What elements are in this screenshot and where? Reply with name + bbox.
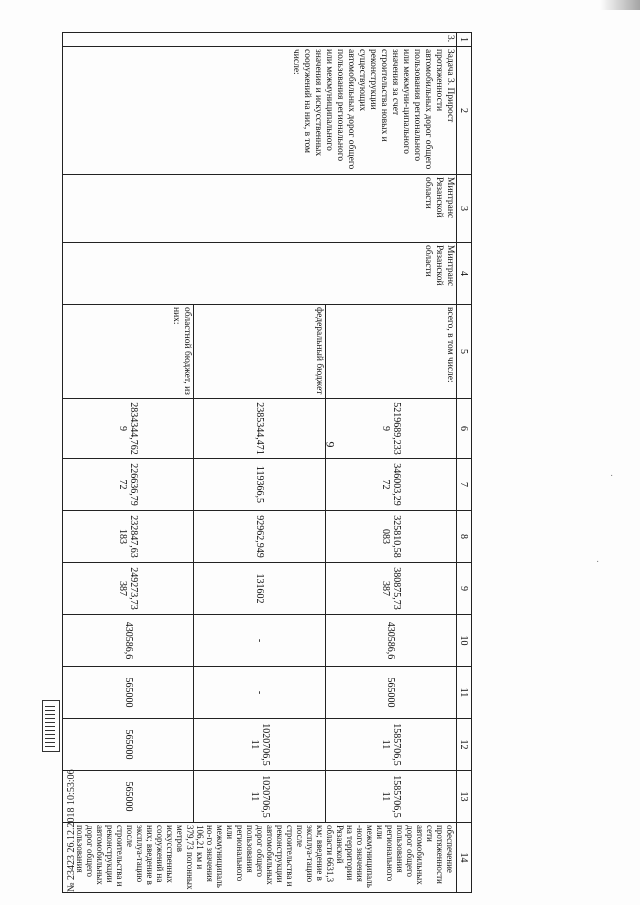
amount-cell: 325810,58083 — [325, 511, 456, 563]
amount-cell: 131602 — [194, 563, 325, 615]
rotated-table-wrapper — [62, 32, 472, 892]
registration-stamp — [28, 700, 80, 892]
amount-cell: 1585706,511 — [325, 719, 456, 771]
amount-cell: 2385344,471 — [194, 399, 325, 459]
amount-cell: 565000 — [63, 719, 194, 771]
row-number: 3. — [63, 33, 457, 47]
header-cell: 11 — [457, 667, 472, 719]
header-cell: 13 — [457, 771, 472, 823]
amount-cell: 92962,949 — [194, 511, 325, 563]
expected-result: обеспечение протяженности сети автомобильных дорог общего пользования регионального или межмуниципаль-ного значения на территории Рязанской области 6631,3 км; введение в эксплуа-тацию после строительства и реконструкции автомобильных дорог общего пользования регионального или межмуниципально-го значения 106,21 км и 379,73 погонных метров искусственных сооружений на них; введение в эксплуа-тацию после строительства и реконструкции автомобильных дорог общего пользования — [63, 823, 457, 893]
amount-cell: 565000 — [325, 667, 456, 719]
executor-cell: Минтранс Рязанской области — [63, 175, 457, 243]
amount-cell: 232847,63183 — [63, 511, 194, 563]
amount-cell: 5219689,2339 — [325, 399, 456, 459]
amount-cell: 1020706,511 — [194, 771, 325, 823]
header-cell: 5 — [457, 305, 472, 399]
amount-cell: 249273,73387 — [63, 563, 194, 615]
header-cell: 7 — [457, 459, 472, 511]
amount-cell: 430586,6 — [325, 615, 456, 667]
scan-speck: · — [596, 556, 600, 567]
header-cell: 6 — [457, 399, 472, 459]
amount-cell: - — [194, 615, 325, 667]
amount-cell: 565000 — [63, 771, 194, 823]
header-cell: 12 — [457, 719, 472, 771]
funding-source: областной бюджет, из них: — [63, 305, 194, 399]
amount-cell: 430586,6 — [63, 615, 194, 667]
header-cell: 2 — [457, 47, 472, 175]
amount-cell: 1585706,511 — [325, 771, 456, 823]
funding-source: федеральный бюджет — [194, 305, 325, 399]
customer-cell: Минтранс Рязанской области — [63, 243, 457, 305]
amount-cell: - — [194, 667, 325, 719]
amount-cell: 1020706,511 — [194, 719, 325, 771]
header-cell: 3 — [457, 175, 472, 243]
scan-speck: · — [610, 470, 614, 481]
task-description: Задача 3. Прирост протяженности автомобильных дорог общего пользования регионального или межмуни-ципального значения за счет строительства новых и реконструкции существующих автомобильных дорог общего пользования регионального или межмуниципального значения и искусственных сооружений на них, в том числе: — [63, 47, 457, 175]
header-cell: 14 — [457, 823, 472, 893]
stamp-barcode-lines — [45, 703, 55, 747]
amount-cell: 380875,73387 — [325, 563, 456, 615]
amount-cell: 565000 — [63, 667, 194, 719]
header-cell: 9 — [457, 563, 472, 615]
header-cell: 1 — [457, 33, 472, 47]
amount-cell: 226636,7972 — [63, 459, 194, 511]
header-cell: 8 — [457, 511, 472, 563]
funding-source: всего, в том числе: — [325, 305, 456, 399]
header-cell: 4 — [457, 243, 472, 305]
program-table — [62, 32, 472, 893]
header-cell: 10 — [457, 615, 472, 667]
page-number: 9 — [323, 441, 338, 448]
amount-cell: 346003,2972 — [325, 459, 456, 511]
amount-cell: 2834344,7629 — [63, 399, 194, 459]
table-row — [325, 33, 456, 893]
amount-cell: 119366,5 — [194, 459, 325, 511]
landscape-table-frame — [62, 32, 472, 892]
scan-edge-shadow — [600, 0, 640, 10]
document-registration-number: № 23423 26.12.2018 10:53:06 — [66, 769, 77, 892]
header-row — [457, 33, 472, 893]
